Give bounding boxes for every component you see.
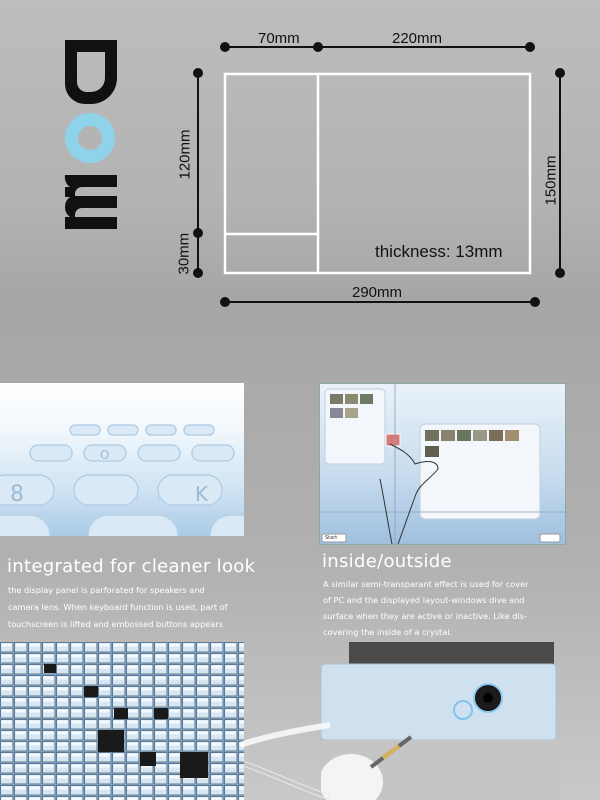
right-section-desc-line-2: of PC and the displayed layout-windows dive and	[323, 595, 525, 605]
left-section-desc-line-1: the display panel is parforated for speakers and	[8, 585, 205, 595]
dim-top-left: 70mm	[258, 30, 300, 47]
screen-start-label: Start	[325, 535, 338, 541]
mod-logo	[20, 35, 140, 245]
svg-text:O: O	[100, 448, 110, 462]
right-section-heading: inside/outside	[322, 551, 452, 572]
right-section-desc-line-1: A similar semi-transparant effect is used for cover	[323, 579, 529, 589]
svg-text:K: K	[195, 482, 209, 506]
thickness-label: thickness: 13mm	[375, 242, 503, 261]
left-section-desc-line-3: touchscreen is lifted and embossed buttons appears	[8, 619, 223, 629]
dimension-diagram	[175, 25, 600, 315]
right-section-desc-line-3: surface when they are active or inactive. Like dis-	[323, 611, 527, 621]
perforated-panel-image	[0, 642, 244, 800]
dim-left-lower: 30mm	[175, 232, 193, 275]
right-section-desc-line-4: covering the inside of a crystal.	[323, 627, 453, 637]
dim-right: 150mm	[542, 155, 560, 206]
svg-text:8: 8	[10, 482, 24, 507]
dim-top-right: 220mm	[392, 30, 443, 47]
left-section-desc-line-2: camera lens. When keyboard function is used, part of	[8, 602, 228, 612]
device-port-image	[321, 642, 561, 800]
dim-left-upper: 120mm	[176, 129, 194, 180]
screen-ui-image	[319, 383, 566, 545]
logo-letter-m	[65, 175, 117, 229]
keyboard-image	[0, 383, 244, 536]
decorative-swoosh	[240, 700, 330, 800]
left-section-heading: integrated for cleaner look	[7, 556, 256, 577]
dim-bottom: 290mm	[352, 284, 403, 301]
